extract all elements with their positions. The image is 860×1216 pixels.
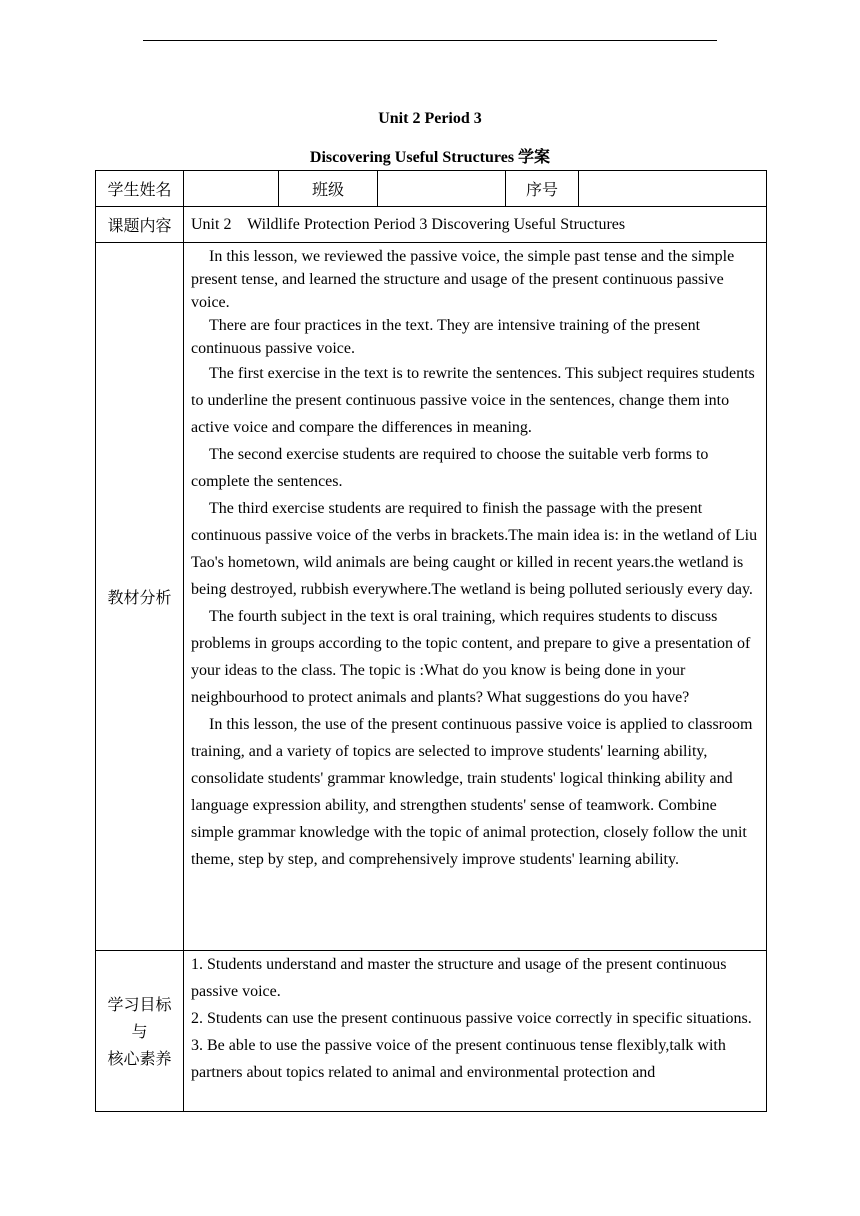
student-name-field[interactable] — [184, 171, 279, 207]
student-name-label: 学生姓名 — [96, 171, 184, 207]
analysis-content — [184, 243, 767, 951]
analysis-label: 教材分析 — [96, 243, 184, 951]
objectives-label-line: 学习目标 — [107, 994, 172, 1014]
objectives-label — [96, 951, 184, 1112]
analysis-paragraph: The fourth subject in the text is oral training, which requires students to discuss problems in groups according to the topic content, and prepare to give a presentation of your ideas to the class. The topic is :What do you know is being done in your neighbourhood to protect animals and plants? What suggestions do you have? — [191, 608, 751, 706]
objective-item: 2. Students can use the present continuous passive voice correctly in specific situations. — [191, 1010, 752, 1027]
objectives-content — [184, 951, 767, 1112]
class-field[interactable] — [378, 171, 506, 207]
topic-label: 课题内容 — [96, 207, 184, 243]
analysis-paragraph: In this lesson, we reviewed the passive voice, the simple past tense and the simple present tense, and learned the structure and usage of the present continuous passive voice. — [191, 248, 735, 311]
analysis-paragraph: The second exercise students are required to choose the suitable verb forms to complete the sentences. — [191, 446, 709, 490]
analysis-paragraph: The third exercise students are required to finish the passage with the present continuous passive voice of the verbs in brackets.The main idea is: in the wetland of Liu Tao's hometown, wild animals are being caught or killed in recent years.the wetland is being destroyed, rubbish everywhere.The wetland is being polluted seriously every day. — [191, 500, 758, 598]
analysis-paragraph: In this lesson, the use of the present continuous passive voice is applied to classroom training, and a variety of topics are selected to improve students' learning ability, consolidate students' grammar knowledge, train students' logical thinking ability and language expression ability, and strengthen students' sense of teamwork. Combine simple grammar knowledge with the topic of animal protection, closely follow the unit theme, step by step, and comprehensively improve students' learning ability. — [191, 716, 753, 868]
class-label: 班级 — [279, 171, 378, 207]
page-title: Unit 2 Period 3 — [378, 110, 482, 127]
header-rule — [143, 40, 717, 41]
student-info-row — [96, 171, 767, 207]
objectives-row — [96, 951, 767, 1112]
objective-item: 3. Be able to use the passive voice of the present continuous tense flexibly,talk with partners about topics related to animal and environmental protection and — [191, 1037, 726, 1081]
topic-value — [184, 207, 767, 243]
topic-text: Unit 2 Wildlife Protection Period 3 Discovering Useful Structures — [191, 215, 626, 233]
objectives-label-line: 核心素养 — [107, 1048, 172, 1068]
analysis-row — [96, 243, 767, 951]
page-subtitle: Discovering Useful Structures 学案 — [309, 149, 551, 166]
lesson-plan-table — [95, 170, 767, 1112]
analysis-paragraph: The first exercise in the text is to rewrite the sentences. This subject requires students to underline the present continuous passive voice in the sentences, change them into active voice and compare the differences in meaning. — [191, 365, 755, 436]
objective-item: 1. Students understand and master the structure and usage of the present continuous passive voice. — [191, 956, 727, 1000]
number-field[interactable] — [579, 171, 767, 207]
topic-row — [96, 207, 767, 243]
objectives-label-line: 与 — [131, 1021, 148, 1041]
number-label: 序号 — [506, 171, 579, 207]
analysis-paragraph: There are four practices in the text. They are intensive training of the present continuous passive voice. — [191, 317, 701, 357]
